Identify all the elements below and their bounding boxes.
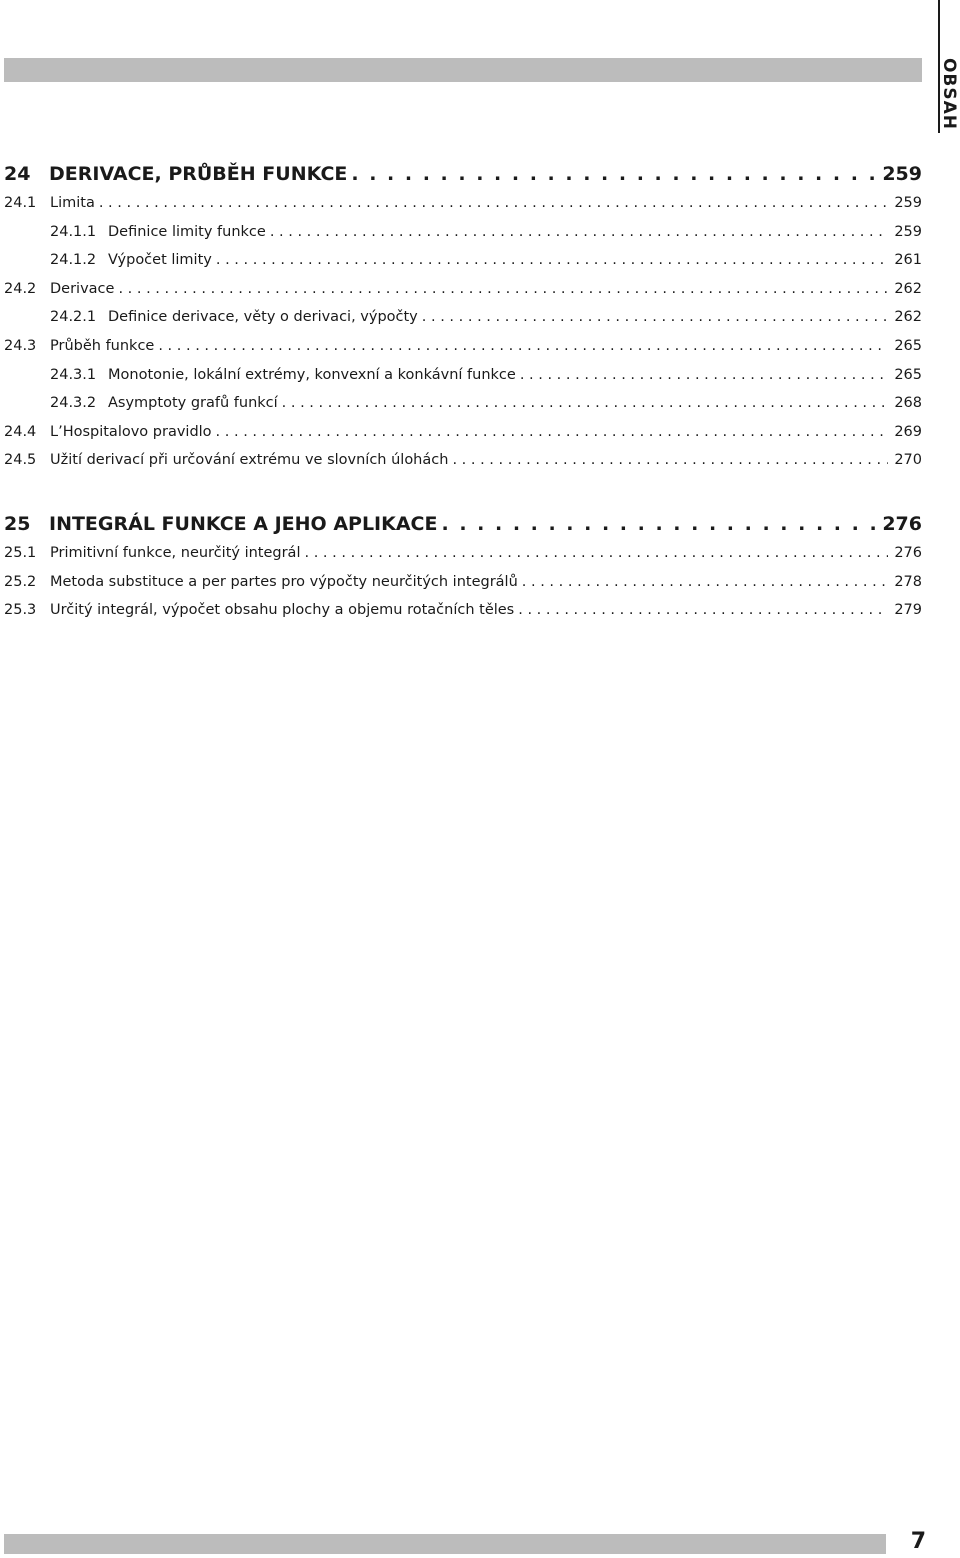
dot-leader	[216, 424, 889, 440]
dot-leader	[304, 545, 888, 561]
entry-number: 24.1.2	[50, 252, 97, 269]
chapter-spacer	[4, 481, 922, 513]
toc-subentry[interactable]	[4, 367, 922, 396]
toc-entry[interactable]	[4, 424, 922, 453]
dot-leader	[522, 574, 889, 590]
dot-leader	[282, 395, 889, 411]
entry-title: Asymptoty grafů funkcí	[108, 395, 278, 412]
entry-number: 24.2.1	[50, 309, 97, 326]
entry-page: 261	[894, 252, 922, 269]
entry-title: Monotonie, lokální extrémy, konvexní a konkávní funkce	[108, 366, 516, 383]
toc-subentry[interactable]	[4, 395, 922, 424]
dot-leader	[216, 252, 888, 268]
dot-leader	[441, 513, 876, 535]
dot-leader	[118, 281, 888, 297]
footer-bar	[4, 1534, 886, 1554]
entry-number: 24.2	[4, 280, 37, 297]
entry-page: 262	[894, 280, 922, 297]
entry-title: L’Hospitalovo pravidlo	[50, 423, 212, 440]
toc-entry[interactable]	[4, 452, 922, 481]
dot-leader	[270, 224, 889, 240]
entry-title: Definice limity funkce	[108, 223, 266, 240]
dot-leader	[351, 163, 876, 185]
entry-title: Průběh funkce	[50, 337, 155, 354]
entry-number: 25.1	[4, 544, 37, 561]
entry-title: Výpočet limity	[108, 252, 212, 269]
entry-page: 259	[894, 195, 922, 211]
entry-number: 24.4	[4, 423, 37, 440]
toc-entry[interactable]	[4, 338, 922, 367]
entry-number: 25.2	[4, 573, 37, 590]
chapter-heading[interactable]	[4, 513, 922, 545]
chapter-page: 276	[882, 512, 922, 535]
entry-number: 24.3.2	[50, 395, 97, 412]
entry-page: 278	[894, 573, 922, 590]
entry-title: Metoda substituce a per partes pro výpočty neurčitých integrálů	[50, 573, 518, 590]
entry-title: Primitivní funkce, neurčitý integrál	[50, 544, 301, 561]
page-number: 7	[910, 1529, 926, 1554]
entry-page: 262	[894, 309, 922, 326]
dot-leader	[422, 309, 889, 325]
entry-title: Limita	[50, 195, 95, 211]
entry-title: Definice derivace, věty o derivaci, výpočty	[108, 309, 418, 326]
entry-page: 279	[894, 602, 922, 619]
entry-number: 24.3.1	[50, 366, 97, 383]
entry-title: Derivace	[50, 280, 115, 297]
entry-page: 269	[894, 423, 922, 440]
entry-page: 265	[894, 337, 922, 354]
chapter-number: 25	[4, 512, 31, 535]
chapter-page: 259	[882, 163, 922, 185]
dot-leader	[99, 195, 888, 211]
table-of-contents	[4, 163, 922, 631]
dot-leader	[158, 338, 888, 354]
toc-subentry[interactable]	[4, 224, 922, 253]
entry-title: Užití derivací při určování extrému ve slovních úlohách	[50, 452, 449, 469]
entry-page: 276	[894, 544, 922, 561]
toc-entry[interactable]	[4, 545, 922, 574]
toc-entry[interactable]	[4, 195, 922, 224]
entry-number: 24.3	[4, 337, 37, 354]
toc-subentry[interactable]	[4, 252, 922, 281]
toc-entry[interactable]	[4, 574, 922, 603]
header-bar	[4, 58, 922, 82]
entry-title: Určitý integrál, výpočet obsahu plochy a objemu rotačních těles	[50, 602, 515, 619]
section-tab-label: OBSAH	[939, 57, 959, 131]
dot-leader	[518, 602, 888, 618]
toc-entry[interactable]	[4, 602, 922, 631]
chapter-heading[interactable]	[4, 163, 922, 195]
dot-leader	[520, 367, 889, 383]
toc-subentry[interactable]	[4, 309, 922, 338]
entry-page: 268	[894, 395, 922, 412]
entry-number: 24.5	[4, 452, 37, 469]
entry-page: 259	[894, 223, 922, 240]
entry-page: 270	[894, 452, 922, 469]
dot-leader	[452, 452, 888, 468]
chapter-title: DERIVACE, PRŮBĚH FUNKCE	[49, 163, 348, 185]
entry-number: 25.3	[4, 602, 37, 619]
entry-number: 24.1	[4, 195, 37, 211]
toc-entry[interactable]	[4, 281, 922, 310]
chapter-title: INTEGRÁL FUNKCE A JEHO APLIKACE	[49, 512, 438, 535]
entry-page: 265	[894, 366, 922, 383]
chapter-number: 24	[4, 163, 31, 185]
entry-number: 24.1.1	[50, 223, 97, 240]
